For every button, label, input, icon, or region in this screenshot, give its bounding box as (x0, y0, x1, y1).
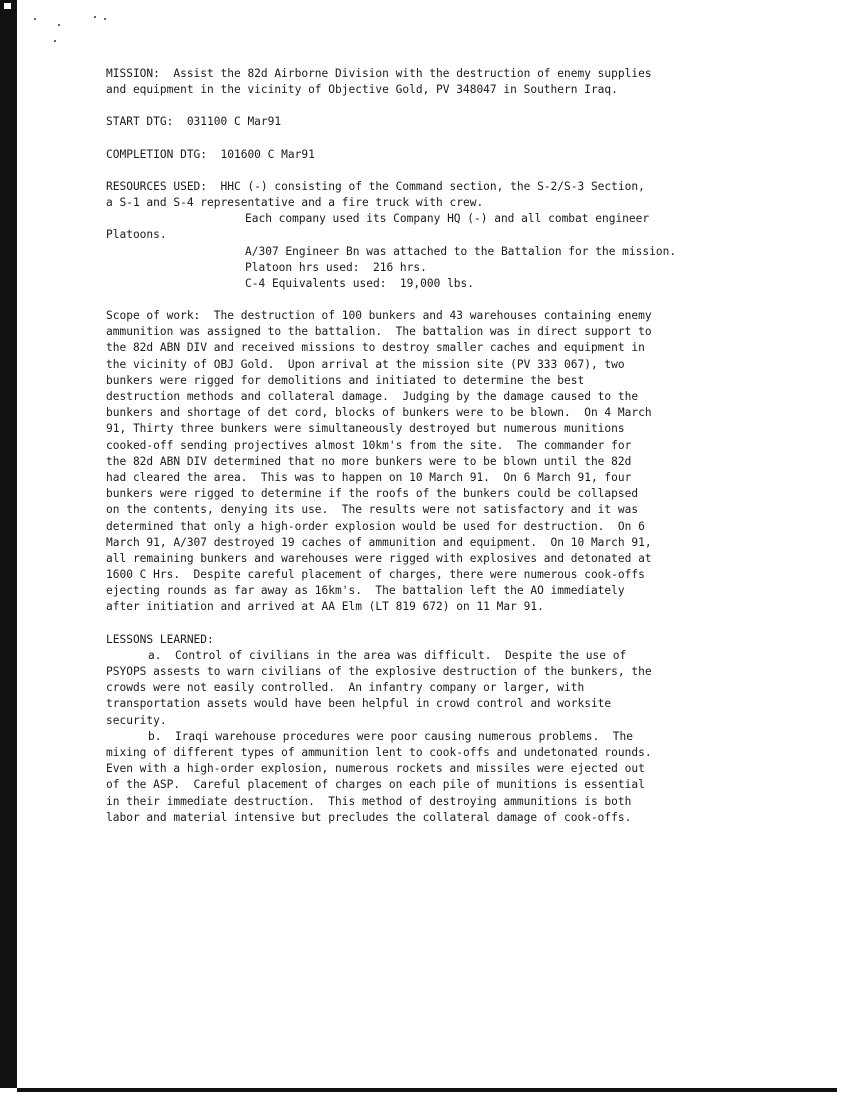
start-dtg: START DTG: 031100 C Mar91 (106, 115, 282, 129)
scan-speck (104, 18, 106, 20)
resources-company-line: Each company used its Company HQ (-) and all combat engineer (245, 212, 650, 226)
resources-line: a S-1 and S-4 representative and a fire truck with crew. (106, 195, 484, 209)
scope-line: 91, Thirty three bunkers were simultaneously destroyed but numerous munitions (106, 422, 625, 436)
lesson-b-line: of the ASP. Careful placement of charges on each pile of munitions is essential (106, 778, 645, 792)
lesson-a-line: transportation assets would have been helpful in crowd control and worksite (106, 697, 612, 711)
lesson-b-line: b. Iraqi warehouse procedures were poor causing numerous problems. The (148, 729, 633, 743)
scan-speck (58, 24, 60, 26)
lesson-a-line: a. Control of civilians in the area was difficult. Despite the use of (148, 648, 627, 662)
resources-platoons-line: Platoons. (106, 228, 167, 242)
scope-line: all remaining bunkers and warehouses were rigged with explosives and detonated at (106, 551, 652, 565)
lesson-a-line: security. (106, 713, 167, 727)
scope-line: ammunition was assigned to the battalion. The battalion was in direct support to (106, 325, 652, 339)
scan-edge-left (0, 0, 17, 1088)
scope-line: bunkers were rigged for demolitions and initiated to determine the best (106, 373, 585, 387)
resources-c4-equivalents: C-4 Equivalents used: 19,000 lbs. (245, 276, 475, 290)
scope-line: 1600 C Hrs. Despite careful placement of charges, there were numerous cook-offs (106, 568, 645, 582)
resources-platoon-hours: Platoon hrs used: 216 hrs. (245, 260, 427, 274)
scope-line: the 82d ABN DIV and received missions to destroy smaller caches and equipment in (106, 341, 645, 355)
resources-section (106, 179, 786, 292)
scope-line: bunkers were rigged to determine if the roofs of the bunkers could be collapsed (106, 487, 639, 501)
lesson-b-line: Even with a high-order explosion, numerous rockets and missiles were ejected out (106, 762, 645, 776)
scan-corner-mark (4, 3, 11, 9)
scope-line: bunkers and shortage of det cord, blocks of bunkers were to be blown. On 4 March (106, 406, 652, 420)
scope-line: cooked-off sending projectives almost 10km's from the site. The commander for (106, 438, 632, 452)
scan-speck (34, 18, 36, 20)
lesson-a-line: crowds were not easily controlled. An infantry company or larger, with (106, 681, 585, 695)
scope-line: March 91, A/307 destroyed 19 caches of ammunition and equipment. On 10 March 91, (106, 535, 652, 549)
lesson-a-line: PSYOPS assests to warn civilians of the explosive destruction of the bunkers, the (106, 665, 652, 678)
scope-line: determined that only a high-order explosion would be used for destruction. On 6 (106, 519, 645, 533)
mission-section (106, 66, 786, 98)
scope-line: on the contents, denying its use. The results were not satisfactory and it was (106, 503, 639, 517)
lesson-b-line: mixing of different types of ammunition lent to cook-offs and undetonated rounds. (106, 745, 652, 759)
scope-line: the vicinity of OBJ Gold. Upon arrival at the mission site (PV 333 067), two (106, 357, 625, 371)
scope-line: destruction methods and collateral damage. Judging by the damage caused to the (106, 390, 639, 403)
scan-speck (54, 40, 56, 42)
scope-line: after initiation and arrived at AA Elm (LT 819 672) on 11 Mar 91. (106, 600, 544, 614)
scan-edge-bottom (17, 1088, 837, 1092)
scope-line: had cleared the area. This was to happen on 10 March 91. On 6 March 91, four (106, 470, 632, 484)
completion-dtg: COMPLETION DTG: 101600 C Mar91 (106, 147, 315, 161)
scope-line: the 82d ABN DIV determined that no more bunkers were to be blown until the 82d (106, 454, 632, 468)
resources-line: RESOURCES USED: HHC (-) consisting of the Command section, the S-2/S-3 Section, (106, 179, 645, 193)
scope-line: ejecting rounds as far away as 16km's. The battalion left the AO immediately (106, 584, 625, 598)
scope-line: Scope of work: The destruction of 100 bunkers and 43 warehouses containing enemy (106, 309, 652, 323)
lesson-b-line: in their immediate destruction. This method of destroying ammunitions is both (106, 794, 632, 808)
lessons-heading: LESSONS LEARNED: (106, 632, 214, 646)
scope-of-work-section (106, 308, 786, 616)
document-page (106, 66, 786, 826)
mission-line: MISSION: Assist the 82d Airborne Division with the destruction of enemy supplies (106, 67, 652, 80)
lessons-learned-section (106, 632, 786, 826)
mission-line: and equipment in the vicinity of Objective Gold, PV 348047 in Southern Iraq. (106, 83, 618, 97)
scan-speck (94, 16, 96, 18)
lesson-b-line: labor and material intensive but precludes the collateral damage of cook-offs. (106, 810, 632, 824)
resources-attached-line: A/307 Engineer Bn was attached to the Battalion for the mission. (245, 244, 677, 258)
